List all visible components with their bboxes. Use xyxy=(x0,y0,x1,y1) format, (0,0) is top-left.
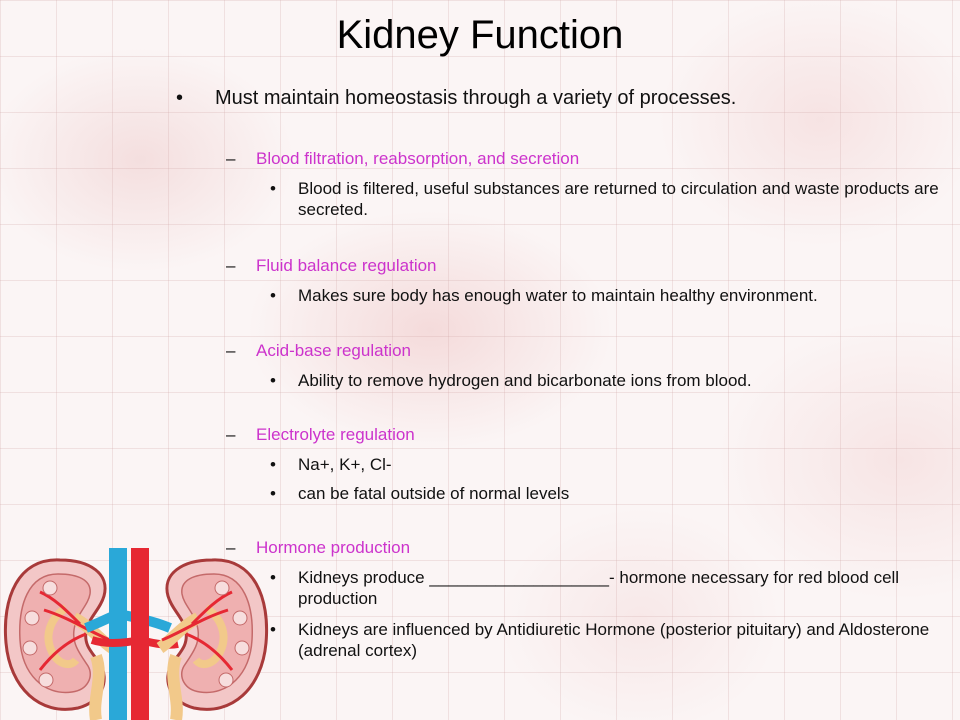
right-ureter-icon xyxy=(173,656,177,720)
bullet-electrolyte-fatal: • can be fatal outside of normal levels xyxy=(270,484,570,503)
dash-marker: – xyxy=(226,538,236,557)
bullet-filtration-detail: • Blood is filtered, useful substances are returned to circulation and waste products are secreted. xyxy=(270,179,939,219)
dash-marker: – xyxy=(226,256,236,275)
kidney-illustration-icon xyxy=(0,548,272,720)
main-point-text: Must maintain homeostasis through a variety of processes. xyxy=(215,87,737,109)
dash-marker: – xyxy=(226,341,236,360)
bullet-hormone-produce: • Kidneys produce ___________________- hormone necessary for red blood cell production xyxy=(270,568,900,608)
dash-marker: – xyxy=(226,149,236,168)
section-heading-acid-base: – Acid-base regulation xyxy=(226,341,411,360)
left-ureter-icon xyxy=(95,656,99,720)
slide-title: Kidney Function xyxy=(336,13,624,57)
bullet-acid-base-detail: • Ability to remove hydrogen and bicarbonate ions from blood. xyxy=(270,371,752,390)
section-heading-electrolyte: – Electrolyte regulation xyxy=(226,425,415,444)
bullet-hormone-influenced: • Kidneys are influenced by Antidiuretic Hormone (posterior pituitary) and Aldosterone (adrenal cortex) xyxy=(270,620,930,660)
section-heading-filtration: – Blood filtration, reabsorption, and secretion xyxy=(226,149,580,168)
dash-marker: – xyxy=(226,425,236,444)
bullet-electrolyte-ions: • Na+, K+, Cl- xyxy=(270,455,392,474)
section-heading-hormone: – Hormone production xyxy=(226,538,411,557)
main-point xyxy=(176,86,737,110)
bullet-fluid-balance-detail: • Makes sure body has enough water to maintain healthy environment. xyxy=(270,286,818,305)
section-heading-fluid-balance: – Fluid balance regulation xyxy=(226,256,437,275)
bullet-marker: • xyxy=(176,87,184,109)
